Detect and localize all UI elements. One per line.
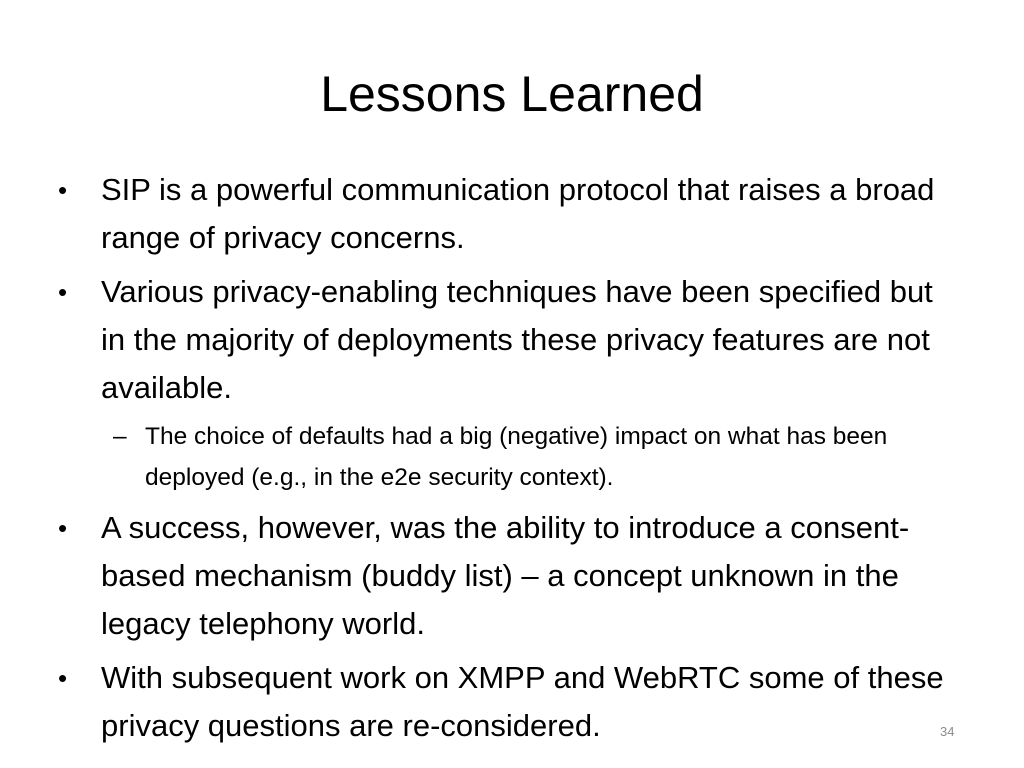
dash-icon: – (113, 423, 127, 450)
bullet-text: A success, however, was the ability to introduce a consent-based mechanism (buddy list) – a concept unknown in the legacy telephony world. (101, 510, 910, 641)
bullet-text: SIP is a powerful communication protocol that raises a broad range of privacy concerns. (101, 172, 935, 255)
slide-title: Lessons Learned (320, 66, 704, 122)
bullet-item (58, 504, 958, 648)
bullet-item (58, 654, 958, 750)
bullet-icon: • (58, 175, 68, 205)
bullet-icon: • (58, 513, 68, 543)
sub-bullet-text: The choice of defaults had a big (negative) impact on what has been deployed (e.g., in the e2e security context). (145, 423, 888, 491)
bullet-item (58, 166, 958, 262)
bullet-icon: • (58, 663, 68, 693)
bullet-item (58, 268, 958, 498)
page-number: 34 (940, 724, 955, 739)
bullet-text: Various privacy-enabling techniques have been specified but in the majority of deployments these privacy features are not available. (101, 274, 933, 405)
bullet-text: With subsequent work on XMPP and WebRTC some of these privacy questions are re-considered. (101, 660, 944, 743)
sub-bullet-list (101, 416, 958, 498)
bullet-icon: • (58, 277, 68, 307)
sub-bullet-item (101, 416, 958, 498)
bullet-list (58, 166, 958, 756)
